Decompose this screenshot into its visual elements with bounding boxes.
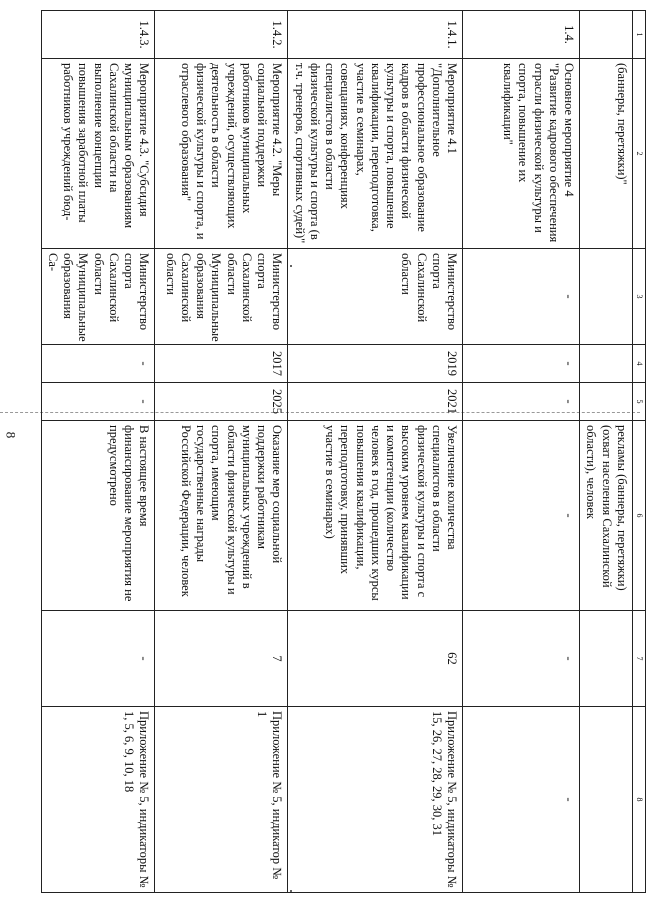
rotated-table-wrapper [46, 10, 646, 892]
expected-result: рекламы (баннеры, перетяжки) (охват населения Сахалинской области), человек [580, 421, 633, 611]
measure-name: Мероприятие 4.1 "Дополнительное профессиональное образование кадров в области физической культуры и спорта, повышение квалификации, переподготовка, участие в семинарах, совещаниях, конференциях специалистов в области физической культуры и спорта (в т.ч. тренеров, спортивных судей)" [288, 59, 463, 249]
page-number-text: 8 [3, 431, 18, 439]
measure-name: Основное мероприятие 4 "Развитие кадрового обеспечения отрасли физической культуры и спорта, повышение их квалификации" [463, 59, 580, 249]
end-year: 2021 [288, 383, 463, 421]
target-value: 62 [288, 611, 463, 707]
table-row [155, 11, 288, 893]
start-year: 2019 [288, 345, 463, 383]
end-year: 2025 [155, 383, 288, 421]
page-number [3, 415, 17, 455]
end-year: - [463, 383, 580, 421]
header-cell: 6 [633, 421, 646, 611]
indicator-link [580, 707, 633, 893]
measure-name: (баннеры, перетяжки)" [580, 59, 633, 249]
end-year: - [41, 383, 155, 421]
executor: Министерство спорта Сахалинской области [288, 249, 463, 345]
row-number: 1.4.2. [155, 11, 288, 59]
header-cell: 5 [633, 383, 646, 421]
indicator-link: Приложение № 5, индикатор № 1 [155, 707, 288, 893]
target-value: 7 [155, 611, 288, 707]
measure-name: Мероприятие 4.3. "Субсидия муниципальным образованиям Сахалинской области на выполнение концепции повышения заработной платы работников учреждений бюд- [41, 59, 155, 249]
row-number: 1.4.3. [41, 11, 155, 59]
row-number: 1.4. [463, 11, 580, 59]
measure-name: Мероприятие 4.2. "Меры социальной поддержки работников муниципальных учреждений, осуществляющих деятельность в области физической культуры и спорта, и отраслевого образования" [155, 59, 288, 249]
expected-result: Оказание мер социальной поддержки работникам муниципальных учреждений в области физической культуры и спорта, имеющим государственные награды Российской Федерации, человек [155, 421, 288, 611]
expected-result: В настоящее время финансирование мероприятия не предусмотрено [41, 421, 155, 611]
indicator-link: Приложение № 5, индикаторы № 1, 5, 6, 9, 10, 18 [41, 707, 155, 893]
start-year: - [463, 345, 580, 383]
start-year: - [41, 345, 155, 383]
executor: - [463, 249, 580, 345]
table-row [580, 11, 633, 893]
table-row [463, 11, 580, 893]
executor [580, 249, 633, 345]
start-year: 2017 [155, 345, 288, 383]
row-number: 1.4.1. [288, 11, 463, 59]
indicator-link: Приложение № 5, индикаторы № 15, 26, 27, 28, 29, 30, 31 [288, 707, 463, 893]
end-year [580, 383, 633, 421]
measures-table [41, 10, 646, 893]
expected-result: Увеличение количества специалистов в области физической культуры и спорта с высоким уровнем квалификации и компетенции (количество человек в год, прошедших курсы повышения квалификации, переподготовку, принявших участие в семинарах) [288, 421, 463, 611]
header-cell: 1 [633, 11, 646, 59]
table-row [288, 11, 463, 893]
executor: Министерство спорта Сахалинской области Муниципальные образования Сахалинской области [155, 249, 288, 345]
target-value: - [41, 611, 155, 707]
target-value [580, 611, 633, 707]
row-number [580, 11, 633, 59]
indicator-link: - [463, 707, 580, 893]
expected-result: - [463, 421, 580, 611]
header-cell: 2 [633, 59, 646, 249]
header-cell: 4 [633, 345, 646, 383]
table-row [41, 11, 155, 893]
header-row [633, 11, 646, 893]
start-year [580, 345, 633, 383]
target-value: - [463, 611, 580, 707]
header-cell: 3 [633, 249, 646, 345]
header-cell: 7 [633, 611, 646, 707]
executor: Министерство спорта Сахалинской области Муниципальные образования Са- [41, 249, 155, 345]
header-cell: 8 [633, 707, 646, 893]
